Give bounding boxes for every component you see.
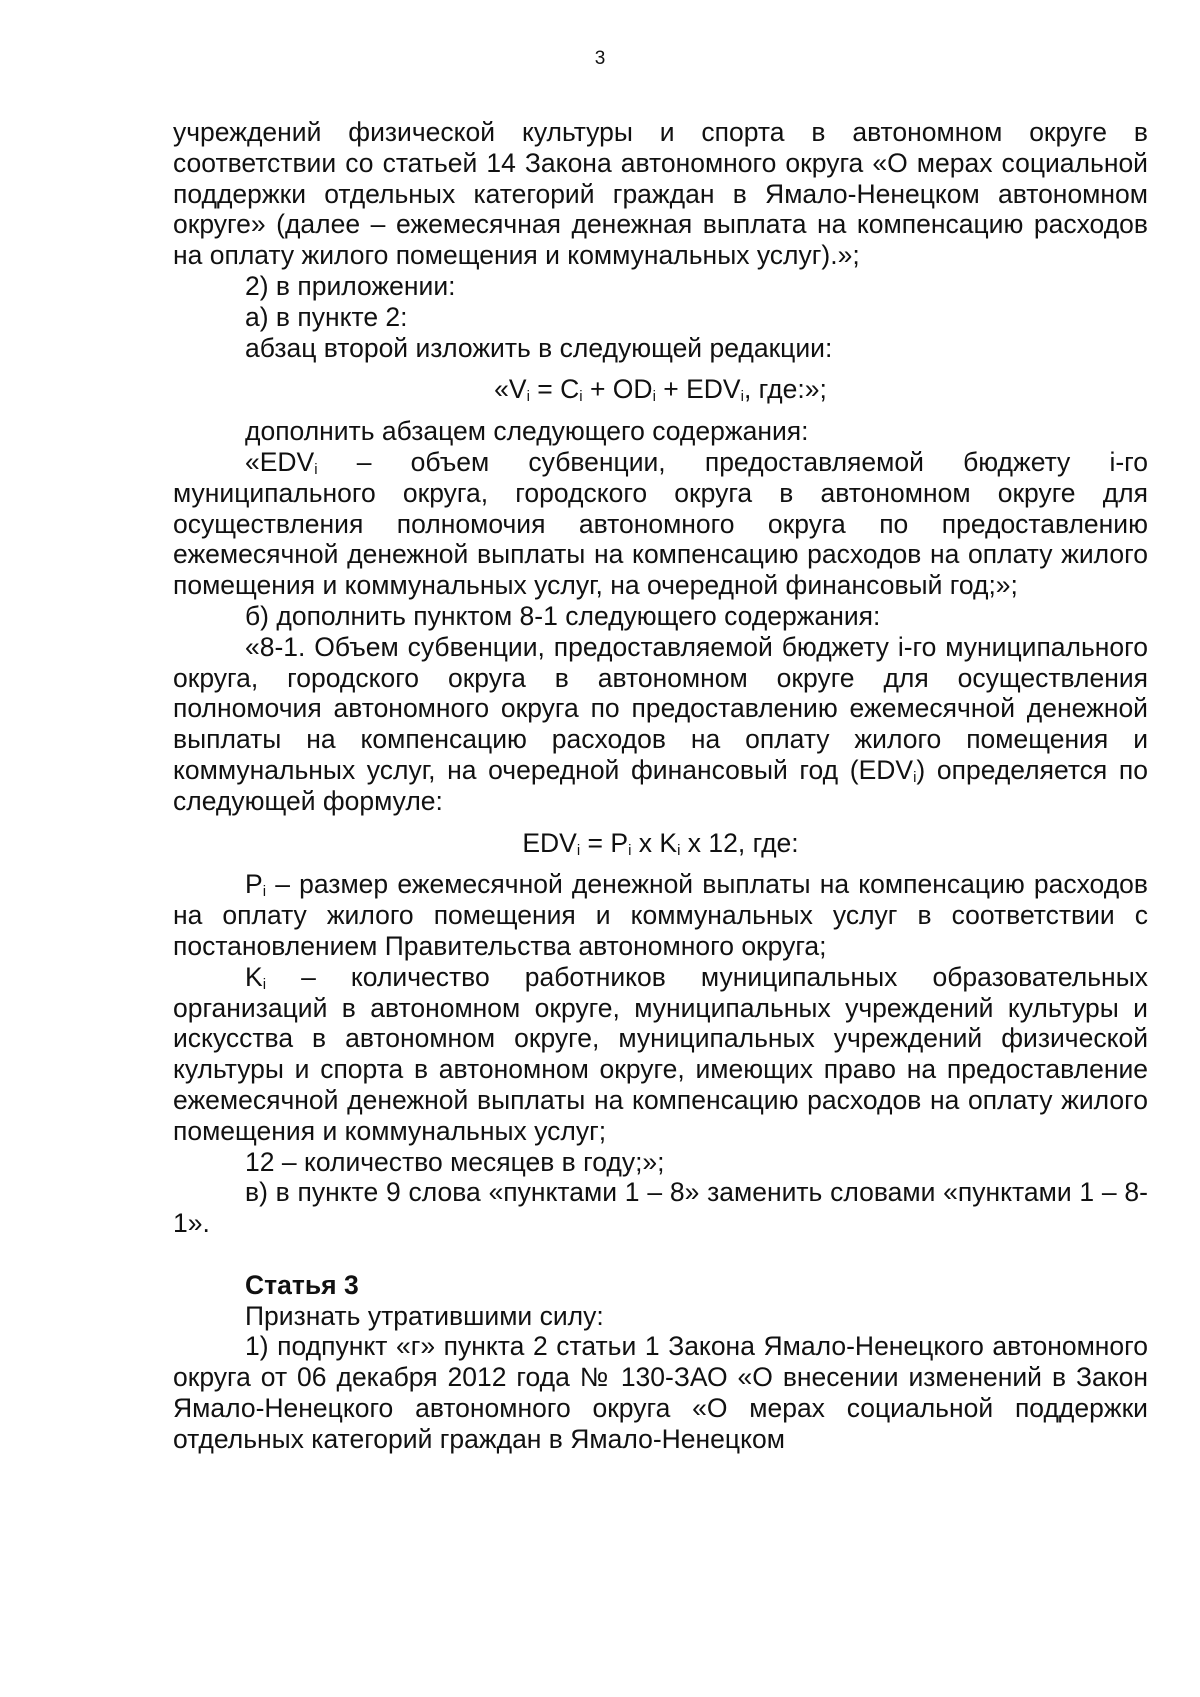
paragraph-8-1: «8-1. Объем субвенции, предоставляемой бюджету i-го муниципального округа, городского округа в автономном округе для осуществления полномочия автономного округа по предоставлению ежемесячной денежной выплаты на компенсацию расходов на оплату жилого помещения и коммунальных услуг, на очередной финансовый год $(EDV_i)$ определяется по следующей формуле: (173, 631, 1148, 816)
document-body (173, 117, 1148, 1455)
paragraph-item-a: а) в пункте 2: (245, 301, 408, 332)
paragraph-p-definition: $P_i$ – размер ежемесячной денежной выплаты на компенсацию расходов на оплату жилого помещения и коммунальных услуг в соответствии с постановлением Правительства автономного округа; (173, 869, 1148, 961)
paragraph-repeal-intro: Признать утратившими силу: (245, 1300, 604, 1331)
paragraph-repeal-item-1: 1) подпункт «г» пункта 2 статьи 1 Закона Ямало-Ненецкого автономного округа от 06 декабря 2012 года № 130-ЗАО «О внесении изменений в Закон Ямало-Ненецкого автономного округа «О мерах социальной поддержки отдельных категорий граждан в Ямало-Ненецком (173, 1331, 1148, 1454)
paragraph-12-months: 12 – количество месяцев в году;»; (245, 1146, 665, 1177)
paragraph-edv-definition: «$EDV_i$ – объем субвенции, предоставляемой бюджету i-го муниципального округа, городского округа в автономном округе для осуществления полномочия автономного округа по предоставлению ежемесячной денежной выплаты на компенсацию расходов на оплату жилого помещения и коммунальных услуг, на очередной финансовый год;»; (173, 446, 1148, 601)
paragraph-k-definition: $K_i$ – количество работников муниципальных образовательных организаций в автономном округе, муниципальных учреждений культуры и искусства в автономном округе, муниципальных учреждений физической культуры и спорта в автономном округе, имеющих право на предоставление ежемесячной денежной выплаты на компенсацию расходов на оплату жилого помещения и коммунальных услуг; (173, 961, 1148, 1146)
paragraph-item-b: б) дополнить пунктом 8-1 следующего содержания: (245, 600, 881, 631)
paragraph-item-2: 2) в приложении: (245, 270, 456, 301)
paragraph-supplement: дополнить абзацем следующего содержания: (245, 416, 809, 447)
paragraph-continuation: учреждений физической культуры и спорта в автономном округе в соответствии со статьей 14 Закона автономного округа «О мерах социальной поддержки отдельных категорий граждан в Ямало-Ненецком автономном округе» (далее – ежемесячная денежная выплата на компенсацию расходов на оплату жилого помещения и коммунальных услуг).»; (173, 117, 1148, 271)
paragraph-item-v: в) в пункте 9 слова «пунктами 1 – 8» заменить словами «пунктами 1 – 8-1». (173, 1177, 1148, 1239)
formula-v: «$V_i = C_i + OD_i + EDV_i$, где:»; (494, 374, 827, 406)
paragraph-instruction: абзац второй изложить в следующей редакции: (245, 332, 833, 363)
page-number: 3 (594, 48, 606, 69)
article-heading: Статья 3 (245, 1269, 359, 1300)
formula-edv: $EDV_i = P_i$ х $K_i$ х 12, где: (522, 827, 799, 859)
